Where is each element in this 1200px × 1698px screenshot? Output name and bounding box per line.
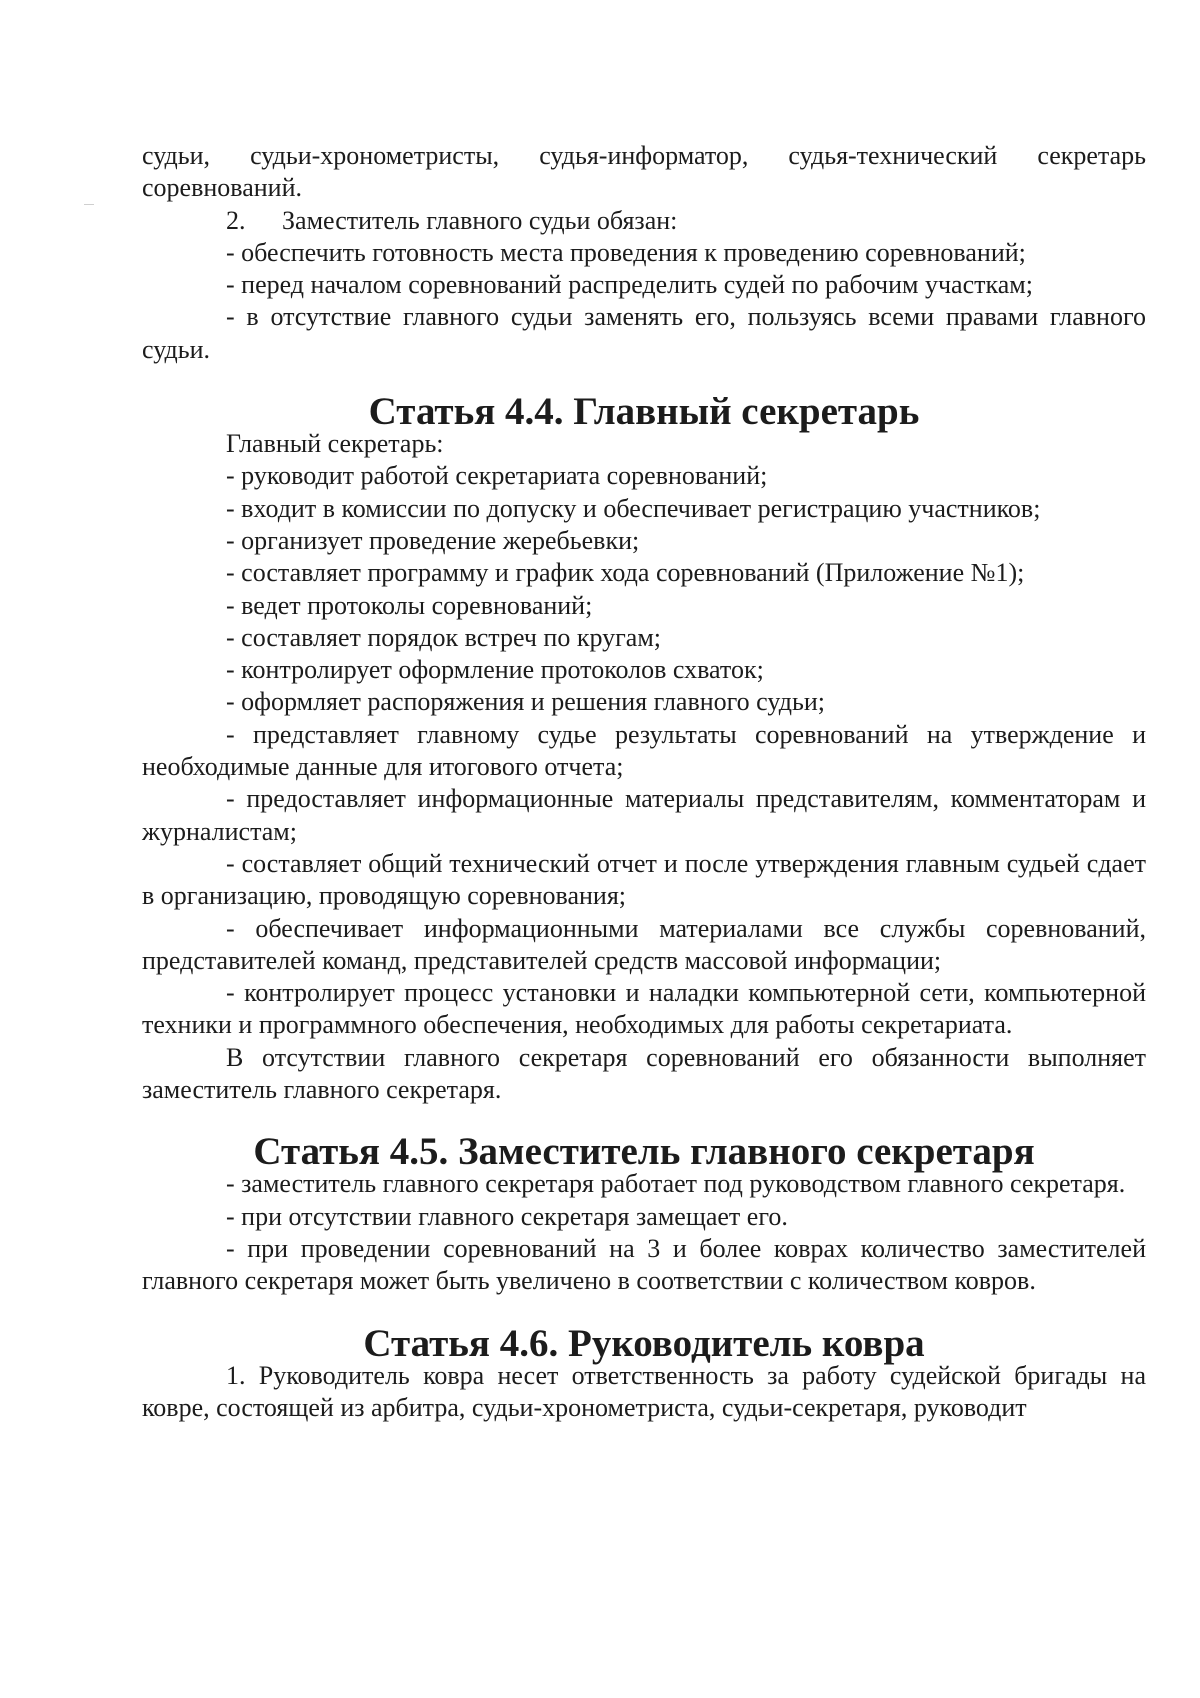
scan-speck xyxy=(84,204,94,205)
item-number: 2. xyxy=(226,205,246,235)
duty-item: - контролирует оформление протоколов схваток; xyxy=(226,655,764,685)
section-heading-4-5: Статья 4.5. Заместитель главного секретаря xyxy=(253,1130,1035,1174)
item-text: Заместитель главного судьи обязан: xyxy=(282,205,678,235)
duty-item: - в отсутствие главного судьи заменять его, пользуясь всеми правами главного судьи. xyxy=(142,302,1146,364)
duty-item: - составляет общий технический отчет и после утверждения главным судьей сдает в организацию, проводящую соревнования; xyxy=(142,848,1146,911)
duty-item: - заместитель главного секретаря работает под руководством главного секретаря. xyxy=(226,1169,1126,1199)
duty-item: - руководит работой секретариата соревнований; xyxy=(226,461,768,491)
duty-item: - предоставляет информационные материалы представителям, комментаторам и журналистам; xyxy=(142,784,1146,846)
section-intro: Главный секретарь: xyxy=(226,429,444,459)
section-closing: В отсутствии главного секретаря соревнований его обязанности выполняет заместитель главного секретаря. xyxy=(142,1042,1146,1105)
duty-item: - составляет программу и график хода соревнований (Приложение №1); xyxy=(226,558,1025,588)
duty-item: - обеспечить готовность места проведения к проведению соревнований; xyxy=(226,237,1026,267)
section-heading-4-6: Статья 4.6. Руководитель ковра xyxy=(363,1321,925,1365)
duty-item: - контролирует процесс установки и наладки компьютерной сети, компьютерной техники и программного обеспечения, необходимых для работы секретариата. xyxy=(142,978,1146,1040)
duty-item: - входит в комиссии по допуску и обеспечивает регистрацию участников; xyxy=(226,493,1041,523)
duty-item: - составляет порядок встреч по кругам; xyxy=(226,622,662,652)
section-heading-4-4: Статья 4.4. Главный секретарь xyxy=(368,390,920,434)
paragraph-continuation: судьи, судьи-хронометристы, судья-информатор, судья-технический секретарь соревнований. xyxy=(142,141,1146,203)
duty-item: - оформляет распоряжения и решения главного судьи; xyxy=(226,687,825,717)
duty-item: - при проведении соревнований на 3 и более коврах количество заместителей главного секретаря может быть увеличено в соответствии с количеством ковров. xyxy=(142,1233,1146,1296)
duty-item: - организует проведение жеребьевки; xyxy=(226,525,640,555)
duty-item: - представляет главному судье результаты соревнований на утверждение и необходимые данные для итогового отчета; xyxy=(142,719,1146,782)
duty-item: - ведет протоколы соревнований; xyxy=(226,590,593,620)
numbered-paragraph: 1. Руководитель ковра несет ответственность за работу судейской бригады на ковре, состоящей из арбитра, судьи-хронометриста, судьи-секретаря, руководит xyxy=(142,1360,1146,1422)
numbered-item-2 xyxy=(142,205,1146,237)
duty-item: - перед началом соревнований распределить судей по рабочим участкам; xyxy=(226,270,1033,300)
document-page xyxy=(142,140,1146,1424)
duty-item: - обеспечивает информационными материалами все службы соревнований, представителей команд, представителей средств массовой информации; xyxy=(142,913,1146,975)
duty-item: - при отсутствии главного секретаря замещает его. xyxy=(226,1201,788,1231)
